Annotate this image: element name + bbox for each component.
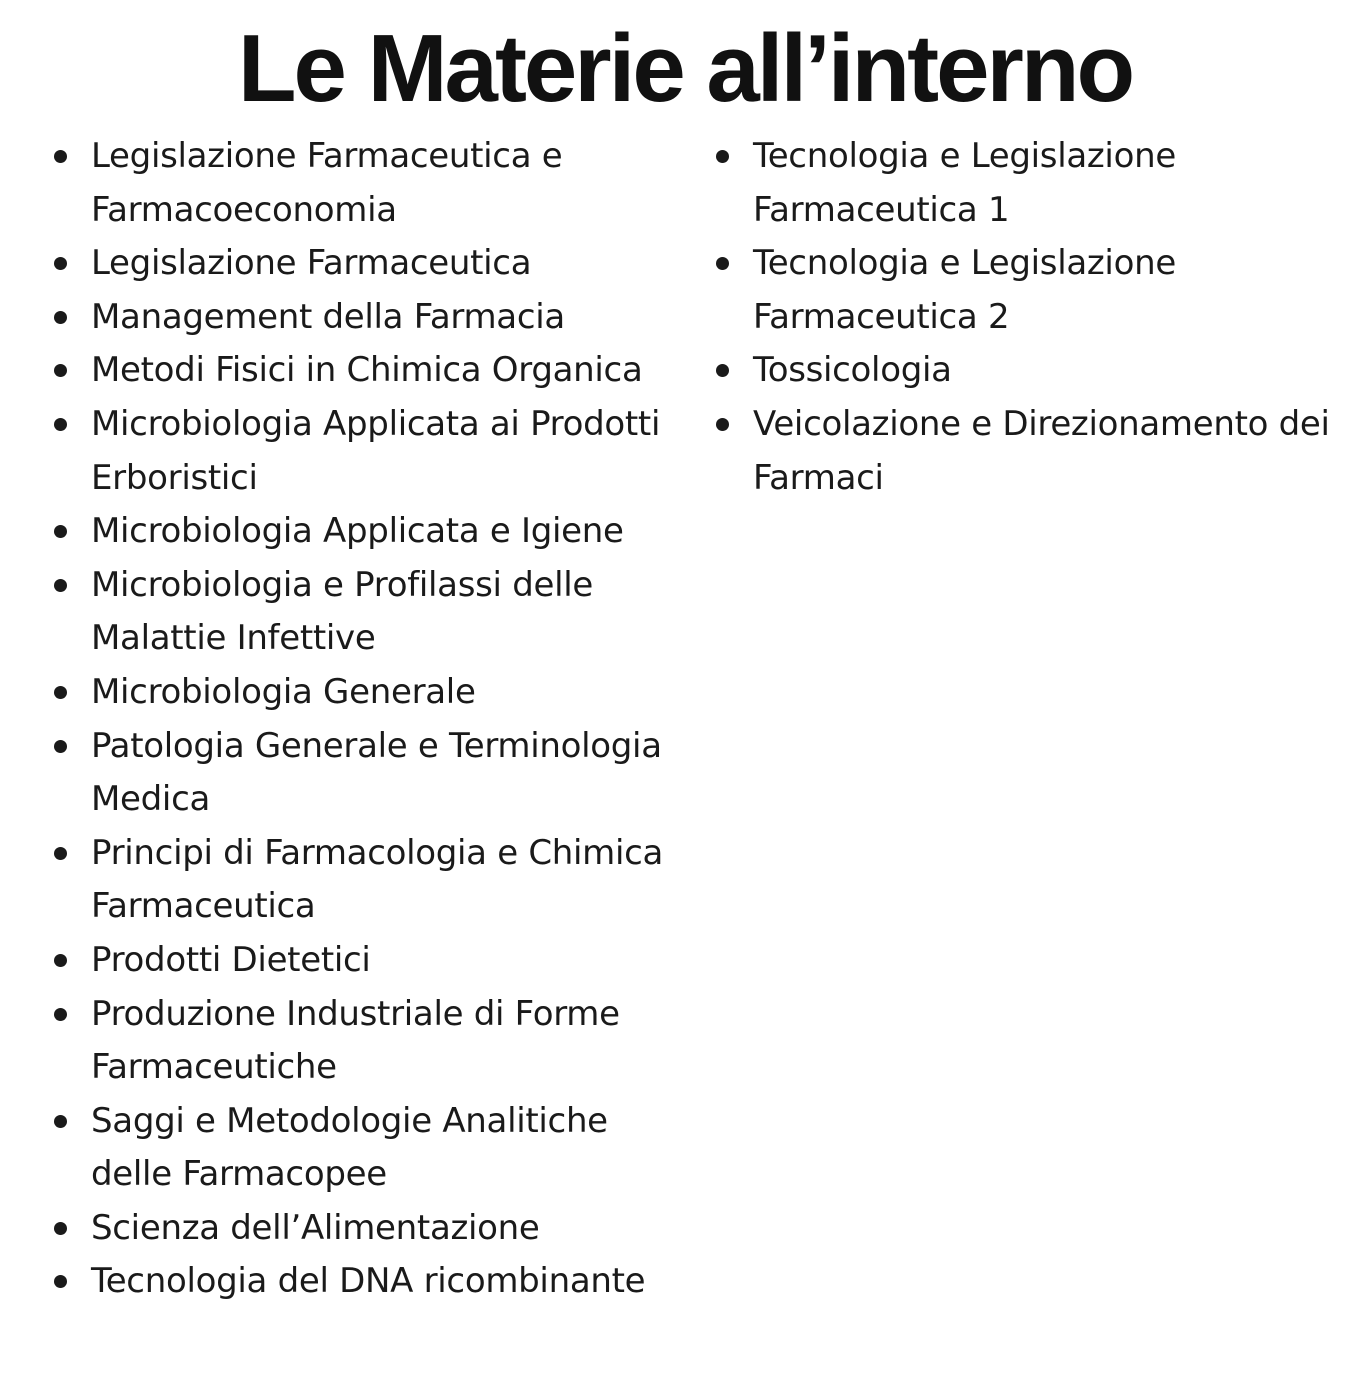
list-item — [54, 505, 694, 559]
list-item — [54, 988, 694, 1095]
bullet-icon — [54, 686, 67, 699]
bullet-icon — [716, 257, 729, 270]
list-item — [54, 1255, 694, 1309]
list-item — [54, 559, 694, 666]
subject-label: Patologia Generale e Terminologia Medica — [91, 725, 662, 820]
subjects-list-right — [716, 130, 1356, 505]
subject-label: Legislazione Farmaceutica e Farmacoeconomia — [91, 136, 563, 230]
bullet-icon — [54, 1275, 67, 1288]
subject-label: Tecnologia del DNA ricombinante — [91, 1261, 646, 1302]
subject-label: Prodotti Dietetici — [91, 939, 371, 980]
list-item — [54, 130, 694, 237]
bullet-icon — [54, 1008, 67, 1021]
list-item — [54, 1202, 694, 1256]
list-item — [54, 720, 694, 827]
subject-label: Microbiologia e Profilassi delle Malattie Infettive — [91, 564, 594, 659]
bullet-icon — [716, 364, 729, 377]
subject-label: Tossicologia — [753, 350, 952, 391]
bullet-icon — [716, 150, 729, 163]
page-title: Le Materie all’interno — [237, 15, 1133, 122]
bullet-icon — [54, 364, 67, 377]
subject-label: Management della Farmacia — [91, 296, 565, 337]
list-item — [716, 237, 1356, 344]
bullet-icon — [54, 579, 67, 592]
bullet-icon — [54, 1115, 67, 1128]
list-item — [54, 344, 694, 398]
list-item — [54, 291, 694, 345]
bullet-icon — [716, 418, 729, 431]
list-item — [716, 130, 1356, 237]
list-item — [54, 398, 694, 505]
list-item — [54, 666, 694, 720]
list-item — [54, 934, 694, 988]
subject-label: Legislazione Farmaceutica — [91, 243, 532, 284]
bullet-icon — [54, 311, 67, 324]
subject-label: Microbiologia Applicata ai Prodotti Erboristici — [91, 403, 661, 498]
bullet-icon — [54, 525, 67, 538]
subject-label: Saggi e Metodologie Analitiche delle Farmacopee — [91, 1100, 608, 1195]
subject-label: Tecnologia e Legislazione Farmaceutica 1 — [753, 136, 1176, 230]
subject-label: Microbiologia Applicata e Igiene — [91, 511, 624, 552]
bullet-icon — [54, 740, 67, 753]
list-item — [54, 1095, 694, 1202]
list-item — [716, 398, 1356, 505]
bullet-icon — [54, 847, 67, 860]
subject-label: Metodi Fisici in Chimica Organica — [91, 350, 643, 391]
subjects-list-left — [54, 130, 694, 1309]
list-item — [716, 344, 1356, 398]
bullet-icon — [54, 257, 67, 270]
bullet-icon — [54, 954, 67, 967]
subject-label: Scienza dell’Alimentazione — [91, 1207, 540, 1248]
subject-label: Produzione Industriale di Forme Farmaceutiche — [91, 993, 620, 1088]
bullet-icon — [54, 150, 67, 163]
list-item — [54, 237, 694, 291]
subject-label: Tecnologia e Legislazione Farmaceutica 2 — [753, 243, 1176, 337]
list-item — [54, 827, 694, 934]
bullet-icon — [54, 418, 67, 431]
subject-label: Microbiologia Generale — [91, 671, 476, 712]
subject-label: Veicolazione e Direzionamento dei Farmaci — [753, 403, 1330, 498]
bullet-icon — [54, 1222, 67, 1235]
subject-label: Principi di Farmacologia e Chimica Farmaceutica — [91, 832, 664, 927]
